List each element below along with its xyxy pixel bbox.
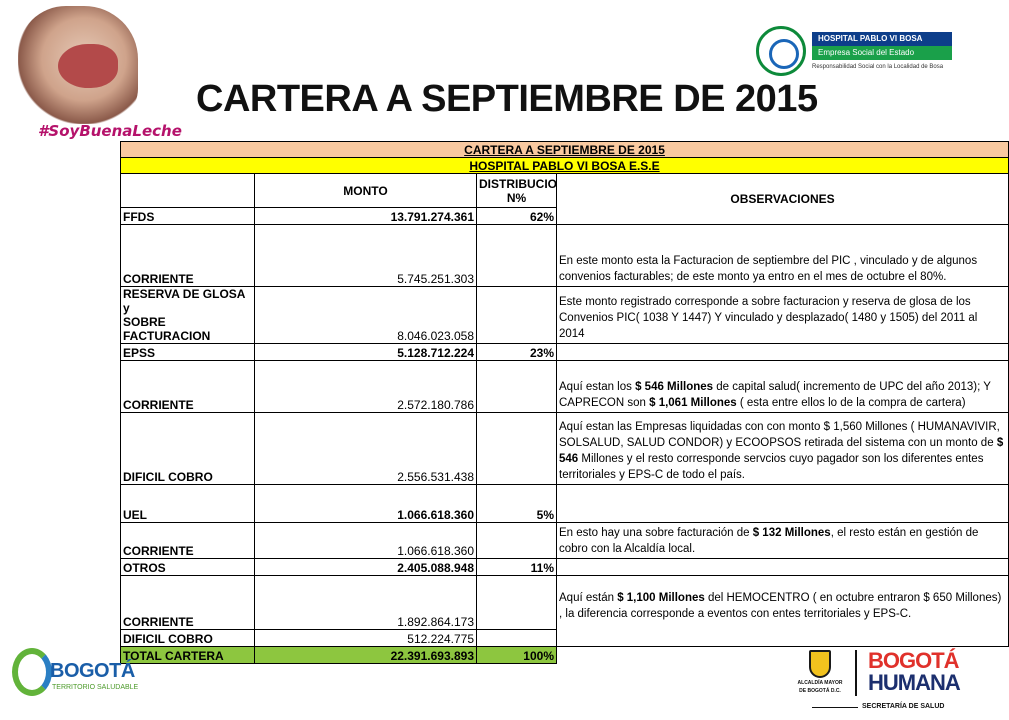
row-label: CORRIENTE bbox=[121, 576, 255, 630]
table-title-row bbox=[121, 142, 1009, 158]
row-monto: 2.405.088.948 bbox=[255, 559, 477, 576]
row-monto: 5.128.712.224 bbox=[255, 344, 477, 361]
swirl-icon bbox=[12, 648, 52, 696]
table-subtitle-row bbox=[121, 158, 1009, 174]
table-row bbox=[121, 225, 1009, 287]
hospital-name: HOSPITAL PABLO VI BOSA bbox=[812, 32, 952, 46]
row-monto: 13.791.274.361 bbox=[255, 208, 477, 225]
table-row bbox=[121, 576, 1009, 630]
table-row bbox=[121, 287, 1009, 344]
baby-figure bbox=[58, 44, 118, 88]
row-label: CORRIENTE bbox=[121, 523, 255, 559]
row-observacion bbox=[557, 485, 1009, 523]
row-pct bbox=[477, 523, 557, 559]
row-label: FFDS bbox=[121, 208, 255, 225]
row-pct bbox=[477, 361, 557, 413]
row-monto: 1.892.864.173 bbox=[255, 576, 477, 630]
row-pct bbox=[477, 287, 557, 344]
hospital-type: Empresa Social del Estado bbox=[812, 46, 952, 60]
row-label: DIFICIL COBRO bbox=[121, 413, 255, 485]
row-observacion bbox=[557, 344, 1009, 361]
row-monto: 1.066.618.360 bbox=[255, 523, 477, 559]
hospital-seal-icon bbox=[756, 26, 806, 76]
row-pct: 62% bbox=[477, 208, 557, 225]
table-row bbox=[121, 559, 1009, 576]
row-observacion: Aquí están $ 1,100 Millones del HEMOCENTRO ( en octubre entraron $ 650 Millones) , la diferencia corresponde a eventos con entes territoriales y EPS-C. bbox=[557, 576, 1009, 647]
row-label: RESERVA DE GLOSA y SOBRE FACTURACION bbox=[121, 287, 255, 344]
table-row bbox=[121, 485, 1009, 523]
row-label: CORRIENTE bbox=[121, 225, 255, 287]
total-label: TOTAL CARTERA bbox=[121, 647, 255, 664]
page-title: CARTERA A SEPTIEMBRE DE 2015 bbox=[196, 78, 818, 120]
row-pct: 23% bbox=[477, 344, 557, 361]
table-row bbox=[121, 523, 1009, 559]
bogota-word: BOGOTÁ bbox=[50, 660, 135, 682]
bogota-humana-logo bbox=[868, 648, 960, 696]
row-label: EPSS bbox=[121, 344, 255, 361]
row-observacion: Este monto registrado corresponde a sobre facturacion y reserva de glosa de los Convenios PIC( 1038 Y 1447) Y vinculado y desplazado( 1480 y 1505) del 2011 al 2014 bbox=[557, 287, 1009, 344]
row-pct: 11% bbox=[477, 559, 557, 576]
alcaldia-logo bbox=[790, 650, 850, 698]
hospital-logo bbox=[756, 24, 956, 78]
row-monto: 2.556.531.438 bbox=[255, 413, 477, 485]
table-title: CARTERA A SEPTIEMBRE DE 2015 bbox=[121, 142, 1009, 158]
header-empty bbox=[121, 174, 255, 208]
header-monto: MONTO bbox=[255, 174, 477, 208]
humana-word-2: HUMANA bbox=[868, 670, 960, 695]
hospital-slogan: Responsabilidad Social con la Localidad de Bosa bbox=[812, 64, 944, 70]
campaign-hashtag: #SoyBuenaLeche bbox=[38, 122, 182, 140]
row-pct: 5% bbox=[477, 485, 557, 523]
row-observacion: Aquí estan las Empresas liquidadas con con monto $ 1,560 Millones ( HUMANAVIVIR, SOLSALUD, SALUD CONDOR) y ECOOPSOS retirada del sistema con un monto de $ 546 Millones y el resto corresponde servcios cuyo pagador son los diferentes entes territoriales y EPS-C de todo el país. bbox=[557, 413, 1009, 485]
column-header-row bbox=[121, 174, 1009, 208]
row-observacion: En este monto esta la Facturacion de septiembre del PIC , vinculado y de algunos convenios facturables; de este monto ya entro en el mes de octubre el 80%. bbox=[557, 225, 1009, 287]
coat-of-arms-icon bbox=[809, 650, 831, 678]
header-distribucion: DISTRIBUCIO N% bbox=[477, 174, 557, 208]
logo-divider bbox=[855, 650, 857, 696]
row-monto: 5.745.251.303 bbox=[255, 225, 477, 287]
row-monto: 8.046.023.058 bbox=[255, 287, 477, 344]
alcaldia-label-2: DE BOGOTÁ D.C. bbox=[799, 688, 841, 694]
header-observaciones: OBSERVACIONES bbox=[557, 174, 1009, 225]
row-monto: 1.066.618.360 bbox=[255, 485, 477, 523]
cartera-table bbox=[120, 141, 1009, 664]
row-observacion: En esto hay una sobre facturación de $ 132 Millones, el resto están en gestión de cobro con la Alcaldía local. bbox=[557, 523, 1009, 559]
row-observacion bbox=[557, 559, 1009, 576]
table-row bbox=[121, 361, 1009, 413]
secretaria-rule bbox=[812, 707, 858, 708]
table-row bbox=[121, 344, 1009, 361]
bogota-sub: TERRITORIO SALUDABLE bbox=[52, 684, 139, 691]
total-monto: 22.391.693.893 bbox=[255, 647, 477, 664]
table-subtitle: HOSPITAL PABLO VI BOSA E.S.E bbox=[121, 158, 1009, 174]
row-label: UEL bbox=[121, 485, 255, 523]
breastfeeding-photo bbox=[18, 6, 138, 124]
row-pct bbox=[477, 413, 557, 485]
row-label: DIFICIL COBRO bbox=[121, 630, 255, 647]
row-pct bbox=[477, 225, 557, 287]
table-row bbox=[121, 413, 1009, 485]
row-pct bbox=[477, 576, 557, 630]
row-label: CORRIENTE bbox=[121, 361, 255, 413]
row-label: OTROS bbox=[121, 559, 255, 576]
bogota-territorio-saludable-logo bbox=[12, 646, 139, 700]
row-monto: 2.572.180.786 bbox=[255, 361, 477, 413]
row-monto: 512.224.775 bbox=[255, 630, 477, 647]
row-pct bbox=[477, 630, 557, 647]
humana-word-1: BOGOTÁ bbox=[868, 648, 959, 673]
total-pct: 100% bbox=[477, 647, 557, 664]
secretaria-label: SECRETARÍA DE SALUD bbox=[862, 703, 945, 710]
alcaldia-label-1: ALCALDÍA MAYOR bbox=[797, 680, 843, 686]
row-observacion: Aquí estan los $ 546 Millones de capital salud( incremento de UPC del año 2013); Y CAPRECON son $ 1,061 Millones ( esta entre ellos lo de la compra de cartera) bbox=[557, 361, 1009, 413]
